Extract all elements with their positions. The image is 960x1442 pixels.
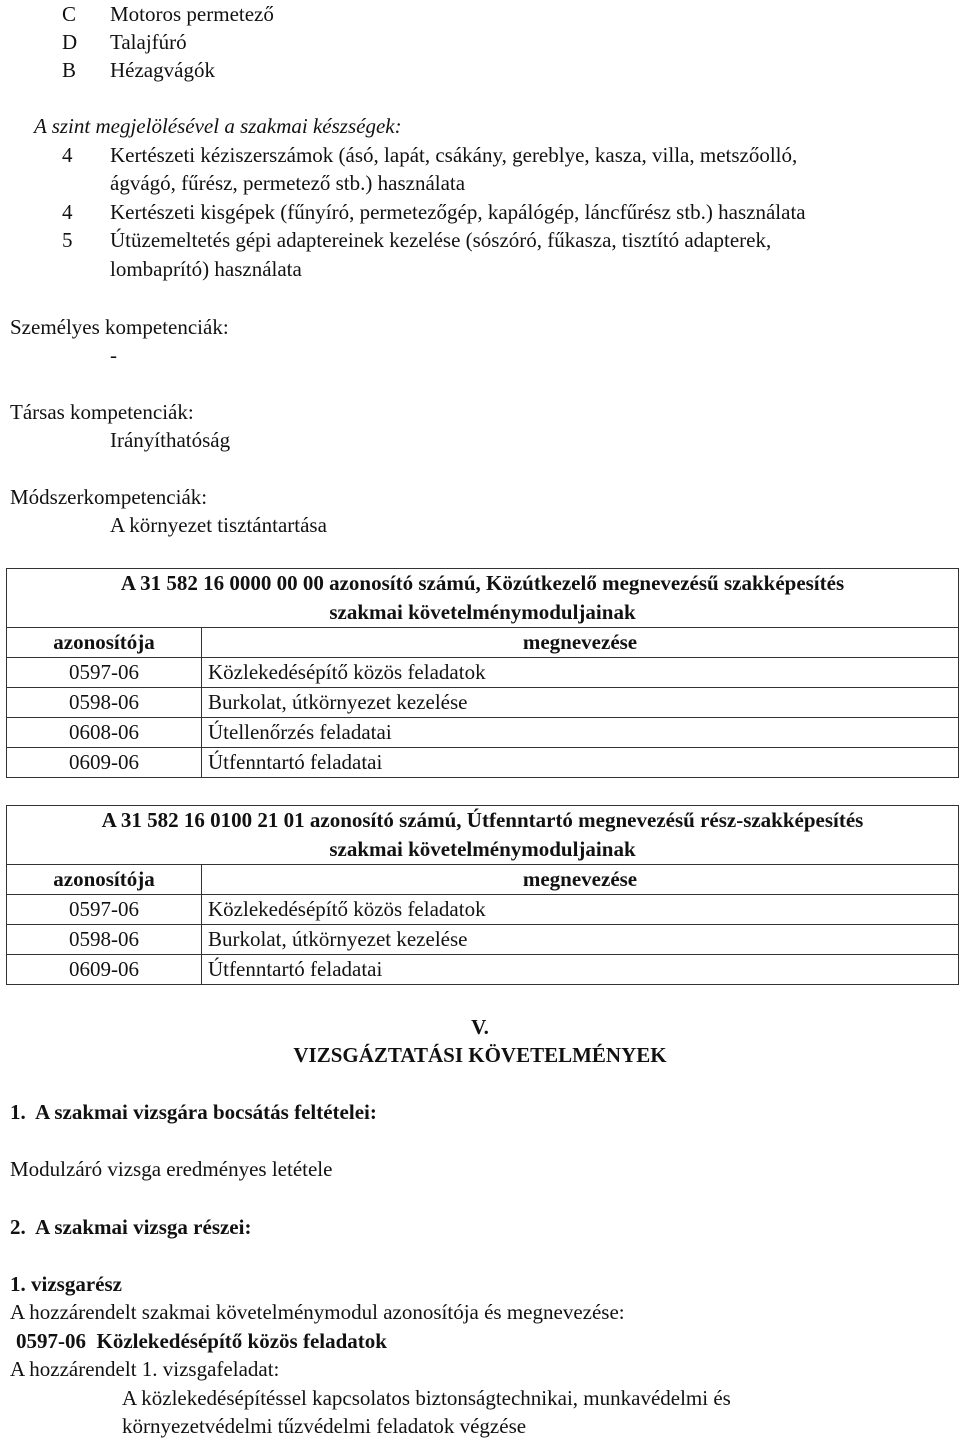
social-competencies-label: Társas kompetenciák: <box>10 400 194 424</box>
social-competencies-value: Irányíthatóság <box>110 428 231 452</box>
module-id: 0608-06 <box>7 718 202 748</box>
module-value: 0597-06 Közlekedésépítő közös feladatok <box>16 1329 387 1353</box>
table-title-line2: szakmai követelménymoduljainak <box>329 600 636 624</box>
table-title-line1: A 31 582 16 0000 00 00 azonosító számú, Közútkezelő megnevezésű szakképesítés <box>120 571 845 595</box>
table-row <box>7 748 959 778</box>
module-id: 0598-06 <box>7 925 202 955</box>
skill-text: Kertészeti kisgépek (fűnyíró, permetezőgép, kapálógép, láncfűrész stb.) használata <box>110 200 806 224</box>
section-1-text: Modulzáró vizsga eredményes letétele <box>10 1157 333 1181</box>
column-header-id: azonosítója <box>7 865 202 895</box>
module-name: Útfenntartó feladatai <box>202 955 959 985</box>
list-item: Talajfúró <box>110 30 187 54</box>
skill-text: Útüzemeltetés gépi adaptereinek kezelése (sószóró, fűkasza, tisztító adapterek, <box>110 228 772 252</box>
table-title <box>7 569 959 628</box>
skill-level: 5 <box>62 228 73 252</box>
list-item: Motoros permetező <box>110 2 274 26</box>
method-competencies-label: Módszerkompetenciák: <box>10 485 208 509</box>
table-row <box>7 925 959 955</box>
skills-heading: A szint megjelölésével a szakmai készségek: <box>34 114 402 138</box>
module-table-1 <box>6 568 959 778</box>
module-name: Burkolat, útkörnyezet kezelése <box>202 688 959 718</box>
module-name: Közlekedésépítő közös feladatok <box>202 658 959 688</box>
method-competencies-value: A környezet tisztántartása <box>110 513 327 537</box>
table-title-line1: A 31 582 16 0100 21 01 azonosító számú, Útfenntartó megnevezésű rész-szakképesítés <box>101 808 864 832</box>
exam-part-heading: 1. vizsgarész <box>10 1272 122 1296</box>
task-text: A közlekedésépítéssel kapcsolatos biztonságtechnikai, munkavédelmi és <box>122 1386 731 1410</box>
table-title-line2: szakmai követelménymoduljainak <box>329 837 636 861</box>
skill-level: 4 <box>62 143 73 167</box>
table-row <box>7 955 959 985</box>
module-name: Útellenőrzés feladatai <box>202 718 959 748</box>
list-letter: D <box>62 30 78 54</box>
table-row <box>7 658 959 688</box>
personal-competencies-value: - <box>110 343 117 367</box>
column-header-name: megnevezése <box>202 628 959 658</box>
module-name: Közlekedésépítő közös feladatok <box>202 895 959 925</box>
task-text: környezetvédelmi tűzvédelmi feladatok végzése <box>122 1414 527 1438</box>
module-table-2 <box>6 805 959 985</box>
module-id: 0598-06 <box>7 688 202 718</box>
chapter-title: VIZSGÁZTATÁSI KÖVETELMÉNYEK <box>293 1043 667 1067</box>
skill-text: Kertészeti kéziszerszámok (ásó, lapát, csákány, gereblye, kasza, villa, metszőolló, <box>110 143 798 167</box>
chapter-number: V. <box>471 1015 489 1039</box>
skill-level: 4 <box>62 200 73 224</box>
table-row <box>7 688 959 718</box>
module-id: 0597-06 <box>7 658 202 688</box>
table-row <box>7 895 959 925</box>
list-item: Hézagvágók <box>110 58 215 82</box>
task-label: A hozzárendelt 1. vizsgafeladat: <box>10 1357 280 1381</box>
personal-competencies-label: Személyes kompetenciák: <box>10 315 229 339</box>
module-name: Burkolat, útkörnyezet kezelése <box>202 925 959 955</box>
section-2-heading: 2. A szakmai vizsga részei: <box>10 1215 252 1239</box>
skill-text: ágvágó, fűrész, permetező stb.) használata <box>110 171 466 195</box>
module-name: Útfenntartó feladatai <box>202 748 959 778</box>
list-letter: B <box>62 58 77 82</box>
list-letter: C <box>62 2 77 26</box>
module-id: 0597-06 <box>7 895 202 925</box>
skill-text: lombaprító) használata <box>110 257 302 281</box>
module-label: A hozzárendelt szakmai követelménymodul azonosítója és megnevezése: <box>10 1300 625 1324</box>
module-id: 0609-06 <box>7 955 202 985</box>
column-header-name: megnevezése <box>202 865 959 895</box>
table-row <box>7 718 959 748</box>
table-title <box>7 806 959 865</box>
module-id: 0609-06 <box>7 748 202 778</box>
column-header-id: azonosítója <box>7 628 202 658</box>
section-1-heading: 1. A szakmai vizsgára bocsátás feltételei: <box>10 1100 377 1124</box>
